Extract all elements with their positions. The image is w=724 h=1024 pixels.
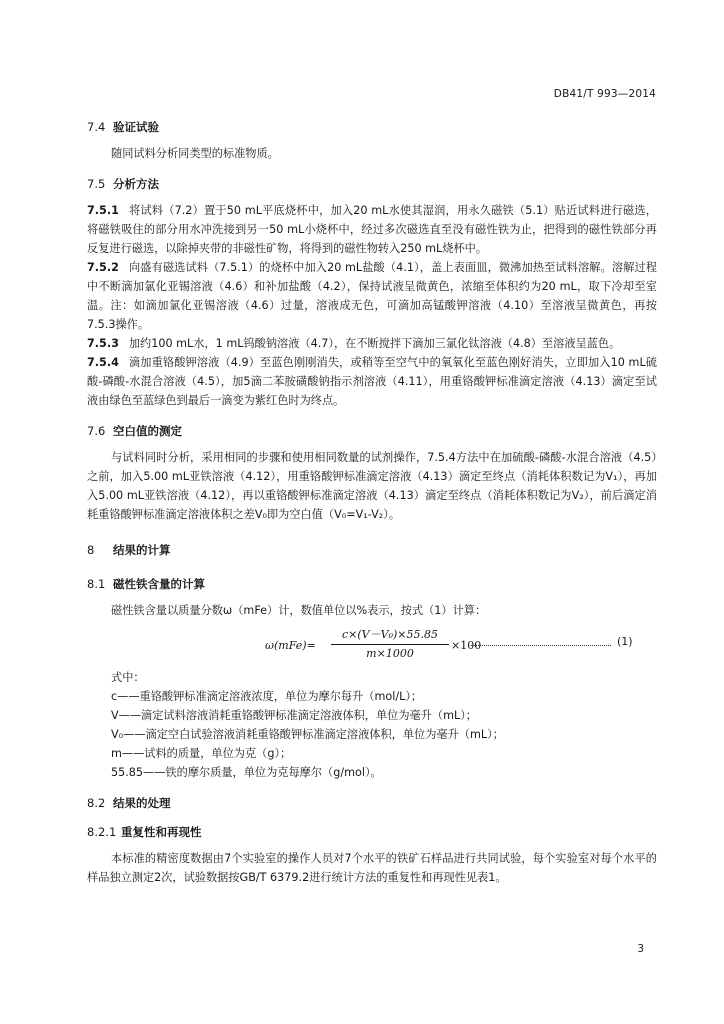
where-label: 式中：	[111, 671, 145, 684]
section-7-4-text: 随同试料分析同类型的标准物质。	[111, 147, 279, 160]
section-number: 8.1	[87, 577, 106, 591]
clause-7-5-3	[87, 334, 657, 353]
document-body	[87, 119, 657, 887]
page-number: 3	[637, 943, 644, 955]
section-7-6-text: 与试料同时分析，采用相同的步骤和使用相同数量的试剂操作，7.5.4方法中在加硫酸-磷酸-水混合溶液（4.5）之前，加入5.00 mL亚铁溶液（4.12），用重铬酸钾标准滴定溶液（4.13）滴定至终点（消耗体积数记为V₁），再加入5.00 mL亚铁溶液（4.12），再以重铬酸钾标准滴定溶液（4.13）滴定至终点（消耗体积数记为V₂），前后滴定消耗重铬酸钾标准滴定溶液体积之差V₀即为空白值（V₀=V₁-V₂）。	[87, 451, 657, 521]
section-title: 空白值的测定	[113, 424, 182, 438]
variable-def: 55.85——铁的摩尔质量，单位为克每摩尔（g/mol）。	[111, 766, 382, 779]
clause-text: 加约100 mL水，1 mL钨酸钠溶液（4.7），在不断搅拌下滴加三氯化钛溶液（4.8）至溶液呈蓝色。	[128, 337, 621, 350]
clause-number: 7.5.4	[87, 356, 119, 369]
clause-7-5-1	[87, 201, 657, 258]
clause-number: 7.5.2	[87, 261, 119, 274]
section-7-6-heading	[87, 423, 657, 439]
formula-1	[87, 624, 657, 668]
section-number: 8.2.1	[87, 825, 117, 839]
section-title: 重复性和再现性	[121, 825, 202, 839]
section-title: 分析方法	[113, 177, 159, 191]
section-number: 7.5	[87, 177, 106, 191]
variable-def: V——滴定试料溶液消耗重铬酸钾标准滴定溶液体积，单位为毫升（mL）；	[111, 709, 477, 722]
section-number: 8	[87, 543, 95, 557]
formula-fraction	[331, 626, 449, 660]
section-title: 磁性铁含量的计算	[113, 577, 205, 591]
section-title: 结果的处理	[113, 796, 171, 810]
clause-text: 将试料（7.2）置于50 mL平底烧杯中，加入20 mL水使其湿润，用永久磁铁（5.1）贴近试料进行磁选，将磁铁吸住的部分用水冲洗接到另一50 mL小烧杯中，经过多次磁选直至没有磁性铁为止，把得到的磁性铁部分再反复进行磁选，以除掉夹带的非磁性矿物，将得到的磁性物转入250 mL烧杯中。	[87, 204, 657, 255]
leader-dots	[471, 639, 611, 646]
equation-number: (1)	[617, 635, 633, 648]
clause-number: 7.5.1	[87, 204, 119, 217]
section-8-2-heading	[87, 795, 657, 811]
section-title: 结果的计算	[113, 543, 171, 557]
section-7-5-heading	[87, 176, 657, 192]
section-number: 7.6	[87, 424, 106, 438]
clause-text: 滴加重铬酸钾溶液（4.9）至蓝色刚刚消失，或稍等至空气中的氧氧化至蓝色刚好消失，立即加入10 mL硫酸-磷酸-水混合溶液（4.5），加5滴二苯胺磺酸钠指示剂溶液（4.11），用重铬酸钾标准滴定溶液（4.13）滴定至试液由绿色至蓝绿色到最后一滴变为紫红色时为终点。	[87, 356, 657, 407]
section-7-4-heading	[87, 119, 657, 135]
section-8-heading	[87, 542, 657, 558]
section-8-2-1-heading	[87, 824, 657, 840]
clause-text: 向盛有磁选试料（7.5.1）的烧杯中加入20 mL盐酸（4.1），盖上表面皿，微沸加热至试料溶解。溶解过程中不断滴加氯化亚锡溶液（4.6）和补加盐酸（4.2），保持试液呈微黄色，浓缩至体积约为20 mL，取下冷却至室温。注：如滴加氯化亚锡溶液（4.6）过量，溶液成无色，可滴加高锰酸钾溶液（4.10）至溶液呈微黄色，再按7.5.3操作。	[87, 261, 657, 331]
clause-7-5-2	[87, 258, 657, 334]
section-number: 7.4	[87, 120, 106, 134]
formula-numerator: c×(V－V₀)×55.85	[331, 626, 449, 645]
formula-intro: 磁性铁含量以质量分数ω（mFe）计，数值单位以%表示，按式（1）计算：	[111, 604, 487, 617]
formula-multiplier: ×100	[451, 639, 482, 652]
section-8-1-heading	[87, 576, 657, 592]
variable-def: m——试料的质量，单位为克（g）；	[111, 747, 292, 760]
section-number: 8.2	[87, 796, 106, 810]
variable-def: c——重铬酸钾标准滴定溶液浓度，单位为摩尔每升（mol/L）；	[111, 690, 423, 703]
section-title: 验证试验	[113, 120, 159, 134]
standard-code: DB41/T 993—2014	[553, 88, 656, 100]
clause-7-5-4	[87, 353, 657, 410]
clause-number: 7.5.3	[87, 337, 119, 350]
formula-denominator: m×1000	[366, 647, 414, 660]
formula-lhs: ω(mFe)=	[265, 639, 316, 652]
section-8-2-1-text: 本标准的精密度数据由7个实验室的操作人员对7个水平的铁矿石样品进行共同试验，每个实验室对每个水平的样品独立测定2次，试验数据按GB/T 6379.2进行统计方法的重复性和再现性见表1。	[87, 852, 657, 884]
variable-def: V₀——滴定空白试验溶液消耗重铬酸钾标准滴定溶液体积，单位为毫升（mL）；	[111, 728, 504, 741]
